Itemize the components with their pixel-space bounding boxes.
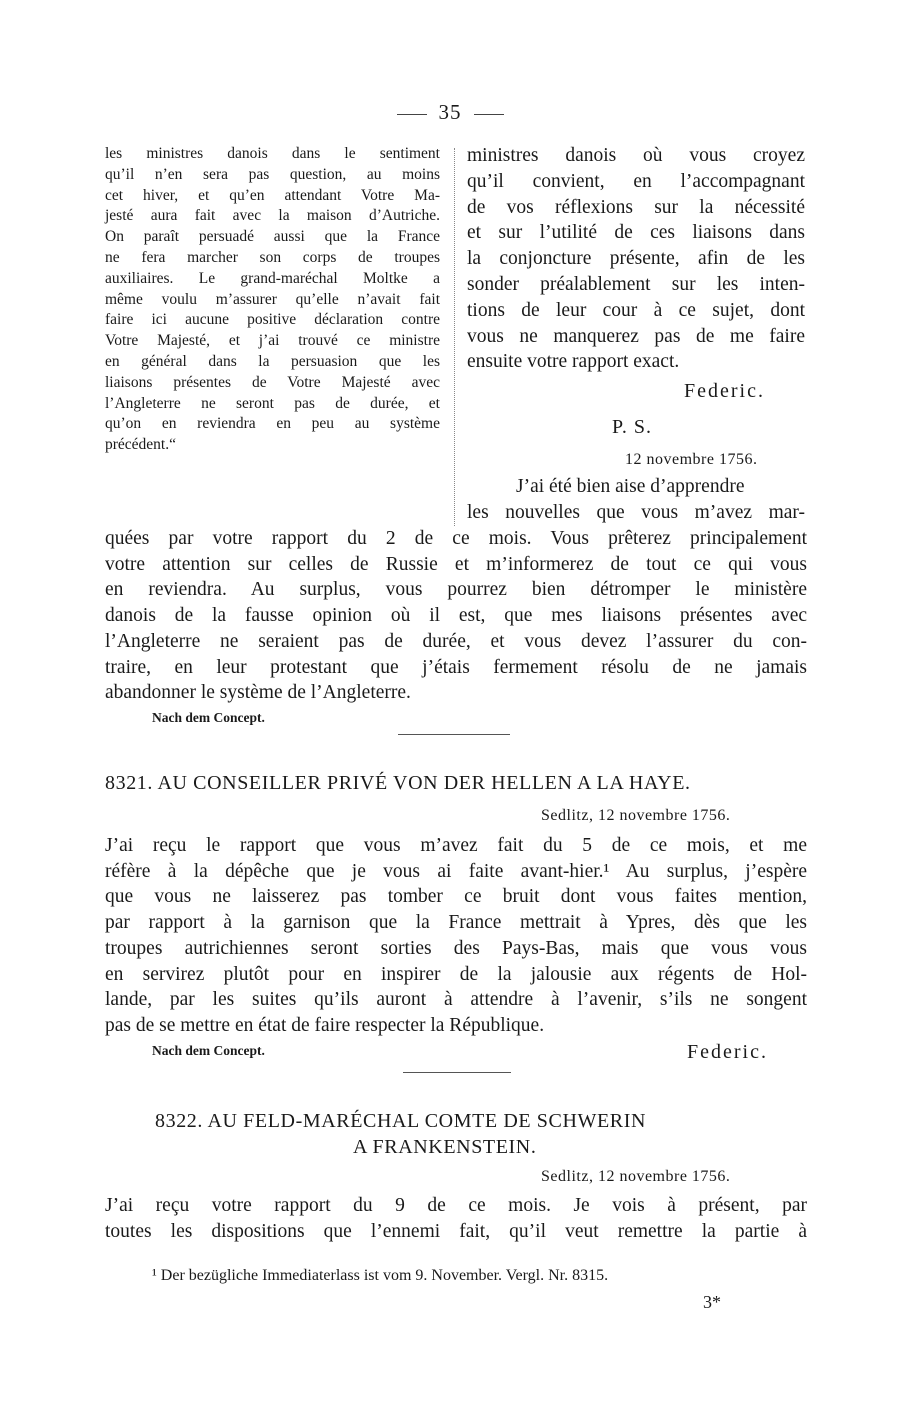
section-separator	[403, 1072, 511, 1073]
right-column-line: et sur l’utilité de ces liaisons dans	[467, 222, 805, 244]
postscript-line: quées par votre rapport du 2 de ce mois. Vous prêterez principalement	[105, 528, 807, 549]
right-column-text	[467, 143, 805, 375]
left-column-line: Votre Majesté, et j’ai trouvé ce ministre	[105, 332, 440, 350]
right-column-line: sonder préalablement sur les inten-	[467, 273, 805, 295]
right-column-line: la conjoncture présente, afin de les	[467, 248, 805, 270]
letter-heading: 8322. AU FELD-MARÉCHAL COMTE DE SCHWERIN	[155, 1110, 647, 1132]
column-divider	[454, 148, 455, 526]
letter-heading-continued: A FRANKENSTEIN.	[353, 1136, 537, 1158]
left-column-line: qu’il n’en sera pas question, au moins	[105, 165, 440, 183]
right-column-line: vous ne manquerez pas de me faire	[467, 325, 805, 347]
right-column-line: de vos réflexions sur la nécessité	[467, 196, 805, 218]
left-column-line: en général dans la persuasion que les	[105, 352, 440, 370]
left-column-line: même voulu m’assurer qu’elle n’avait fait	[105, 290, 440, 308]
postscript-date: 12 novembre 1756.	[625, 451, 758, 468]
signature-federic: Federic.	[687, 1041, 768, 1063]
postscript-line: en reviendra. Au surplus, vous pourrez bien détromper le ministère	[105, 579, 807, 601]
letter-line: que vous ne laisserez pas tomber ce bruit dont vous faites mention,	[105, 886, 807, 908]
left-column-line: qu’on en reviendra en peu au système	[105, 415, 440, 433]
page-number-dash-left	[397, 114, 427, 115]
postscript-line: danois de la fausse opinion où il est, que mes liaisons présentes avec	[105, 605, 807, 627]
letter-line: réfère à la dépêche que je vous ai faite avant-hier.¹ Au surplus, j’espère	[105, 860, 807, 882]
left-column-line: On paraît persuadé aussi que la France	[105, 228, 440, 246]
postscript-second-line: les nouvelles que vous m’avez mar-	[467, 502, 805, 523]
page-number-dash-right	[474, 114, 504, 115]
postscript-line: abandonner le système de l’Angleterre.	[105, 682, 411, 704]
letter-line: J’ai reçu votre rapport du 9 de ce mois. Je vois à présent, par	[105, 1195, 807, 1216]
postscript-line: l’Angleterre ne seraient pas de durée, et vous devez l’assurer du con-	[105, 630, 807, 652]
left-column-line: précédent.“	[105, 436, 176, 454]
right-column-line: ensuite votre rapport exact.	[467, 351, 680, 373]
letter-date: Sedlitz, 12 novembre 1756.	[541, 807, 731, 824]
letter-line: par rapport à la garnison que la France mettrait à Ypres, dès que les	[105, 912, 807, 934]
postscript-body	[105, 526, 807, 706]
letter-body	[105, 1193, 807, 1244]
right-column-line: tions de leur cour à ce sujet, dont	[467, 299, 805, 321]
page-number: 35	[438, 100, 462, 124]
letter-heading: 8321. AU CONSEILLER PRIVÉ VON DER HELLEN A LA HAYE.	[105, 772, 691, 794]
letter-line: J’ai reçu le rapport que vous m’avez fait du 5 de ce mois, et me	[105, 835, 807, 856]
signature-federic: Federic.	[684, 380, 765, 402]
letter-body	[105, 833, 807, 1039]
left-column-line: cet hiver, et qu’en attendant Votre Ma-	[105, 186, 440, 204]
left-column-line: liaisons présentes de Votre Majesté avec	[105, 373, 440, 391]
section-separator	[398, 734, 510, 735]
left-column-quote	[105, 144, 440, 456]
left-column-line: l’Angleterre ne seront pas de durée, et	[105, 394, 440, 412]
left-column-line: ne fera marcher son corps de troupes	[105, 248, 440, 266]
page-number-line	[0, 100, 900, 125]
footnote: ¹ Der bezügliche Immediaterlass ist vom 9. November. Vergl. Nr. 8315.	[152, 1267, 609, 1284]
left-column-line: faire ici aucune positive déclaration contre	[105, 311, 440, 329]
right-column-line: ministres danois où vous croyez	[467, 145, 805, 166]
source-note: Nach dem Concept.	[152, 710, 265, 725]
left-column-line: les ministres danois dans le sentiment	[105, 145, 440, 162]
left-column-line: jesté aura fait avec la maison d’Autriche.	[105, 207, 440, 225]
letter-line: toutes les dispositions que l’ennemi fait, qu’il veut remettre la partie à	[105, 1220, 807, 1242]
source-note: Nach dem Concept.	[152, 1043, 265, 1058]
postscript-line: votre attention sur celles de Russie et m’informerez de tout ce qui vous	[105, 553, 807, 575]
left-column-line: auxiliaires. Le grand-maréchal Moltke a	[105, 269, 440, 287]
letter-line: en servirez plutôt pour en inspirer de la jalousie aux régents de Hol-	[105, 963, 807, 985]
letter-line: troupes autrichiennes seront sorties des Pays-Bas, mais que vous vous	[105, 937, 807, 959]
right-column-line: qu’il convient, en l’accompagnant	[467, 170, 805, 192]
postscript-first-line: J’ai été bien aise d’apprendre	[516, 476, 745, 497]
letter-line: lande, par les suites qu’ils auront à attendre à l’avenir, s’ils ne songent	[105, 989, 807, 1011]
letter-line: pas de se mettre en état de faire respecter la République.	[105, 1014, 545, 1036]
postscript-label: P. S.	[612, 416, 653, 438]
printer-signature-mark: 3*	[703, 1292, 721, 1312]
letter-date: Sedlitz, 12 novembre 1756.	[541, 1168, 731, 1185]
postscript-line: traire, en leur protestant que j’étais fermement résolu de ne jamais	[105, 656, 807, 678]
